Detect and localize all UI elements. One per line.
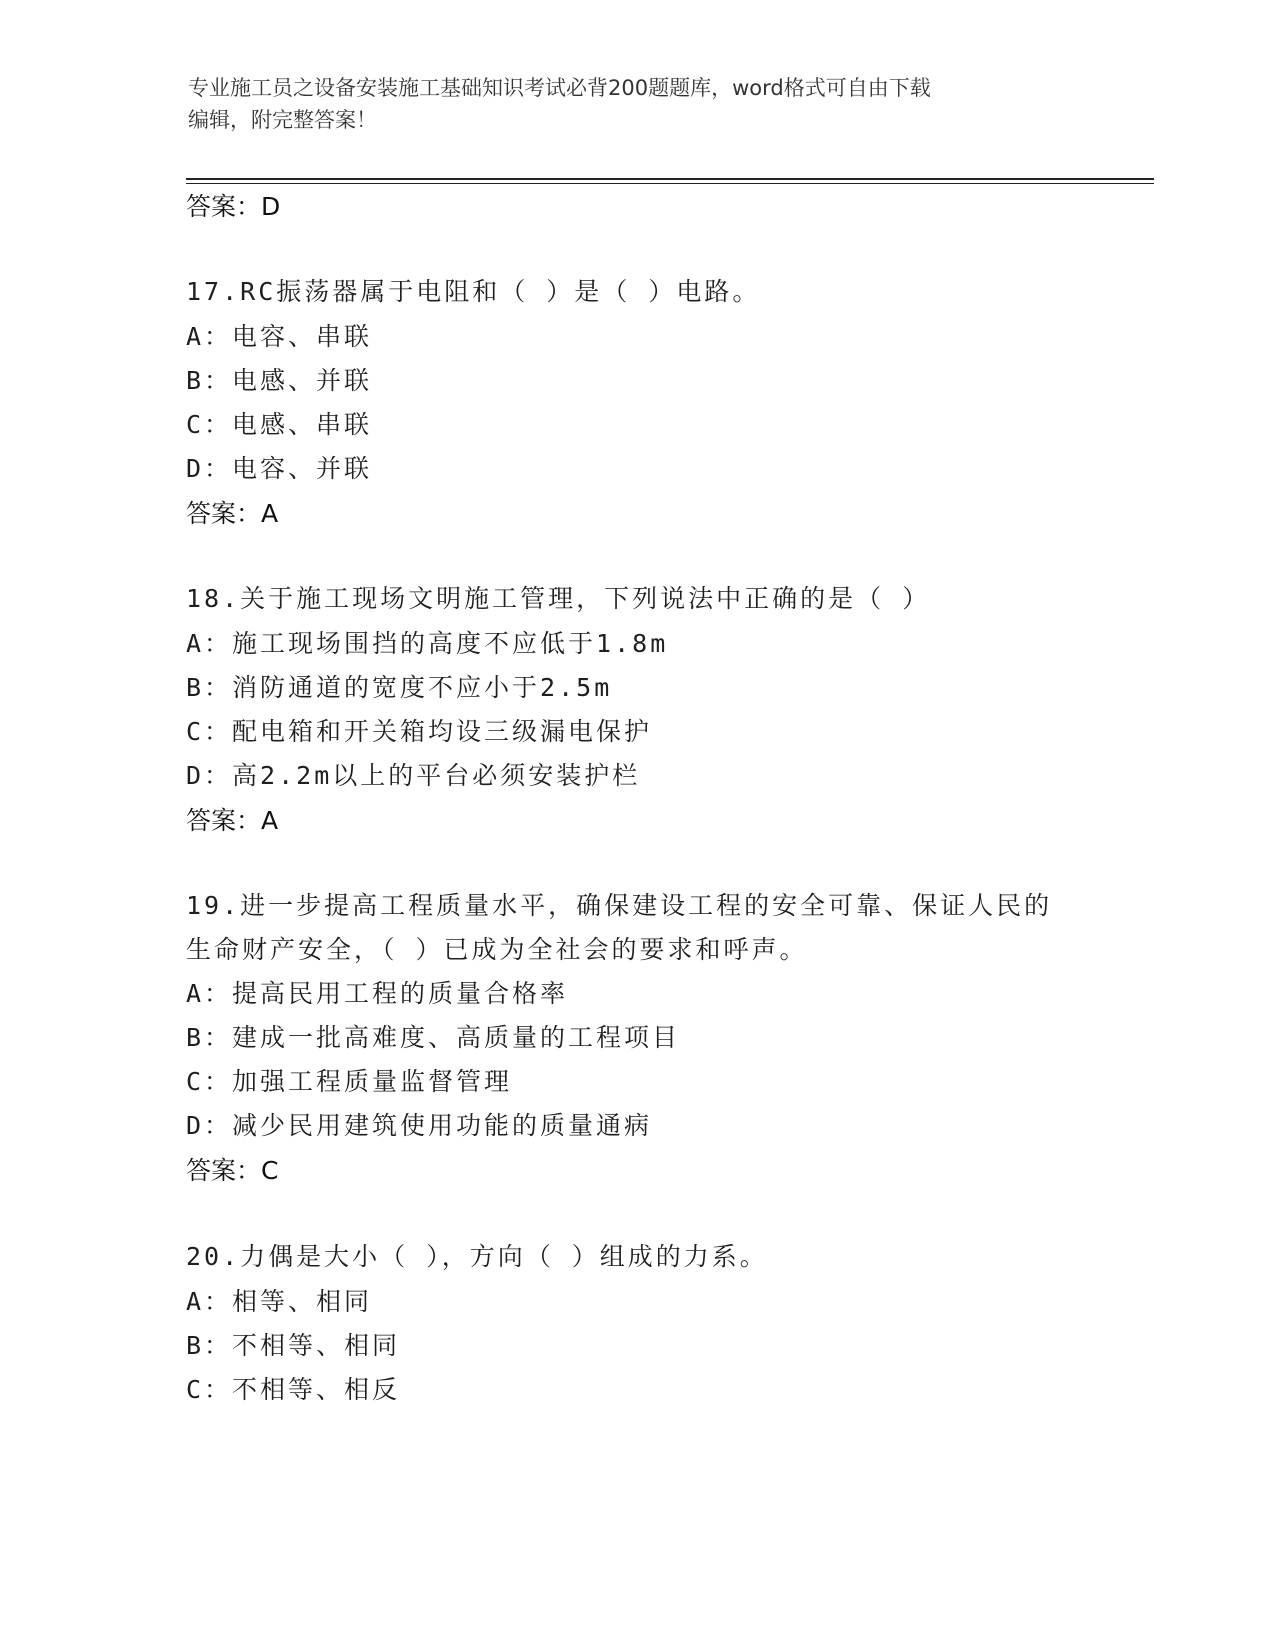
question-18-option-a: A：施工现场围挡的高度不应低于1.8m <box>186 629 669 658</box>
header-divider-thick <box>186 178 1154 180</box>
question-19-option-d: D：减少民用建筑使用功能的质量通病 <box>186 1111 653 1140</box>
question-19-option-a: A：提高民用工程的质量合格率 <box>186 979 569 1008</box>
question-18-option-c: C：配电箱和开关箱均设三级漏电保护 <box>186 717 653 746</box>
question-17-option-b: B：电感、并联 <box>186 366 373 395</box>
header-line-1: 专业施工员之设备安装施工基础知识考试必背200题题库，word格式可自由下载 <box>188 76 931 100</box>
question-19-option-c: C：加强工程质量监督管理 <box>186 1067 513 1096</box>
header-divider-thin <box>186 183 1154 184</box>
answer-16: 答案：D <box>186 192 281 221</box>
header-line-2: 编辑，附完整答案！ <box>188 108 377 132</box>
question-19-option-b: B：建成一批高难度、高质量的工程项目 <box>186 1023 681 1052</box>
question-18-stem: 18.关于施工现场文明施工管理，下列说法中正确的是（ ） <box>186 584 931 613</box>
question-20-option-b: B：不相等、相同 <box>186 1331 401 1360</box>
question-17-option-c: C：电感、串联 <box>186 410 373 439</box>
answer-19: 答案：C <box>186 1156 279 1185</box>
question-20-option-a: A：相等、相同 <box>186 1287 373 1316</box>
question-20-option-c: C：不相等、相反 <box>186 1375 401 1404</box>
answer-17: 答案：A <box>186 499 279 528</box>
question-17-option-d: D：电容、并联 <box>186 454 373 483</box>
question-20-stem: 20.力偶是大小（ ），方向（ ）组成的力系。 <box>186 1242 768 1271</box>
question-18-option-b: B：消防通道的宽度不应小于2.5m <box>186 673 613 702</box>
question-17-stem: 17.RC振荡器属于电阻和（ ）是（ ）电路。 <box>186 277 761 306</box>
question-19-stem-line-1: 19.进一步提高工程质量水平，确保建设工程的安全可靠、保证人民的 <box>186 891 1053 920</box>
answer-18: 答案：A <box>186 806 279 835</box>
question-19-stem-line-2: 生命财产安全，（ ）已成为全社会的要求和呼声。 <box>186 935 808 964</box>
document-header <box>188 72 1088 136</box>
question-18-option-d: D：高2.2m以上的平台必须安装护栏 <box>186 761 641 790</box>
question-17-option-a: A：电容、串联 <box>186 322 373 351</box>
